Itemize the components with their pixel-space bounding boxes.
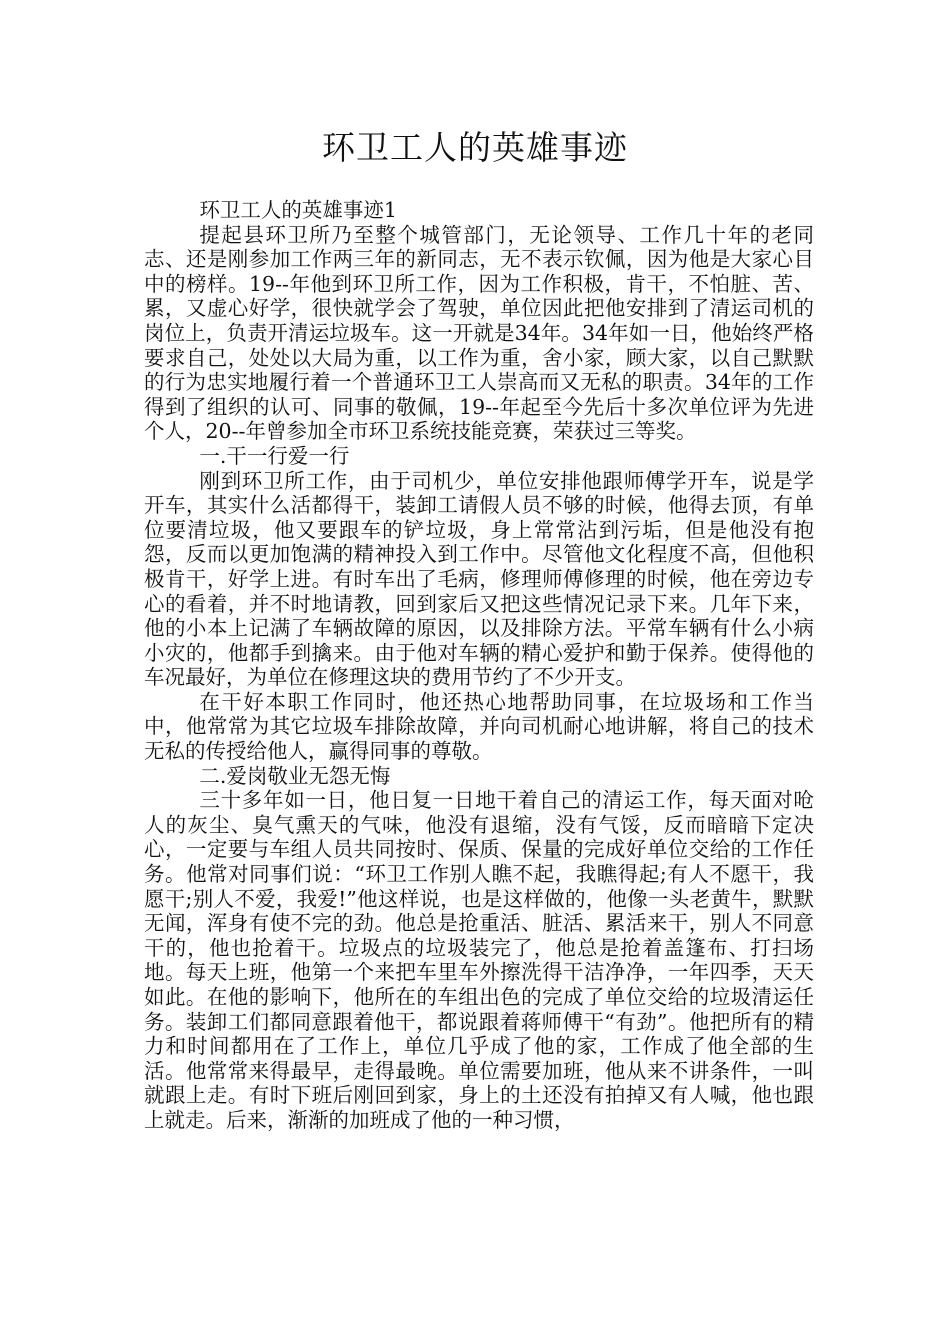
paragraph-section-2: 三十多年如一日，他日复一日地干着自己的清运工作，每天面对呛人的灰尘、臭气熏天的气味，他没有退缩，没有气馁，反而暗暗下定决心，一定要与车组人员共同按时、保质、保量的完成好单位交给的工作任务。他常对同事们说：“环卫工作别人瞧不起，我瞧得起;有人不愿干，我愿干;别人不爱，我爱!”他这样说，也是这样做的，他像一头老黄牛，默默无闻，浑身有使不完的劲。他总是抢重活、脏活、累活来干，别人不同意干的，他也抢着干。垃圾点的垃圾装完了，他总是抢着盖篷布、打扫场地。每天上班，他第一个来把车里车外擦洗得干洁净净，一年四季，天天如此。在他的影响下，他所在的车组出色的完成了单位交给的垃圾清运任务。装卸工们都同意跟着他干，都说跟着蒋师傅干“有劲”。他把所有的精力和时间都用在了工作上，单位几乎成了他的家，工作成了他全部的生活。他常常来得最早，走得最晚。单位需要加班，他从来不讲条件，一叫就跟上走。有时下班后刚回到家，身上的土还没有拍掉又有人喊，他也跟上就走。后来，渐渐的加班成了他的一种习惯， (144, 788, 814, 1132)
section-heading-1: 一.干一行爱一行 (199, 443, 350, 468)
paragraph-section-1: 刚到环卫所工作，由于司机少，单位安排他跟师傅学开车，说是学开车，其实什么活都得干，装卸工请假人员不够的时候，他得去顶，有单位要清垃圾，他又要跟车的铲垃圾，身上常常沾到污垢，但是他没有抱怨，反而以更加饱满的精神投入到工作中。尽管他文化程度不高，但他积极肯干，好学上进。有时车出了毛病，修理师傅修理的时候，他在旁边专心的看着，并不时地请教，回到家后又把这些情况记录下来。几年下来，他的小本上记满了车辆故障的原因，以及排除方法。平常车辆有什么小病小灾的，他都手到擒来。由于他对车辆的精心爱护和勤于保养。使得他的车况最好，为单位在修理这块的费用节约了不少开支。 (144, 468, 814, 690)
subheading-1: 环卫工人的英雄事迹1 (199, 198, 397, 222)
document-title: 环卫工人的英雄事迹 (322, 128, 628, 167)
paragraph-section-1b: 在干好本职工作同时，他还热心地帮助同事，在垃圾场和工作当中，他常常为其它垃圾车排除故障，并向司机耐心地讲解，将自己的技术无私的传授给他人，赢得同事的尊敬。 (144, 689, 814, 764)
section-heading-2: 二.爱岗敬业无怨无悔 (199, 763, 391, 788)
paragraph-intro: 提起县环卫所乃至整个城管部门，无论领导、工作几十年的老同志、还是刚参加工作两三年的新同志，无不表示钦佩，因为他是大家心目中的榜样。19--年他到环卫所工作，因为工作积极，肯干，不怕脏、苦、累，又虚心好学，很快就学会了驾驶，单位因此把他安排到了清运司机的岗位上，负责开清运垃圾车。这一开就是34年。34年如一日，他始终严格要求自己，处处以大局为重，以工作为重，舍小家，顾大家，以自己默默的行为忠实地履行着一个普通环卫工人崇高而又无私的职责。34年的工作得到了组织的认可、同事的敬佩，19--年起至今先后十多次单位评为先进个人，20--年曾参加全市环卫系统技能竞赛，荣获过三等奖。 (144, 222, 814, 444)
document-body (144, 198, 814, 1133)
